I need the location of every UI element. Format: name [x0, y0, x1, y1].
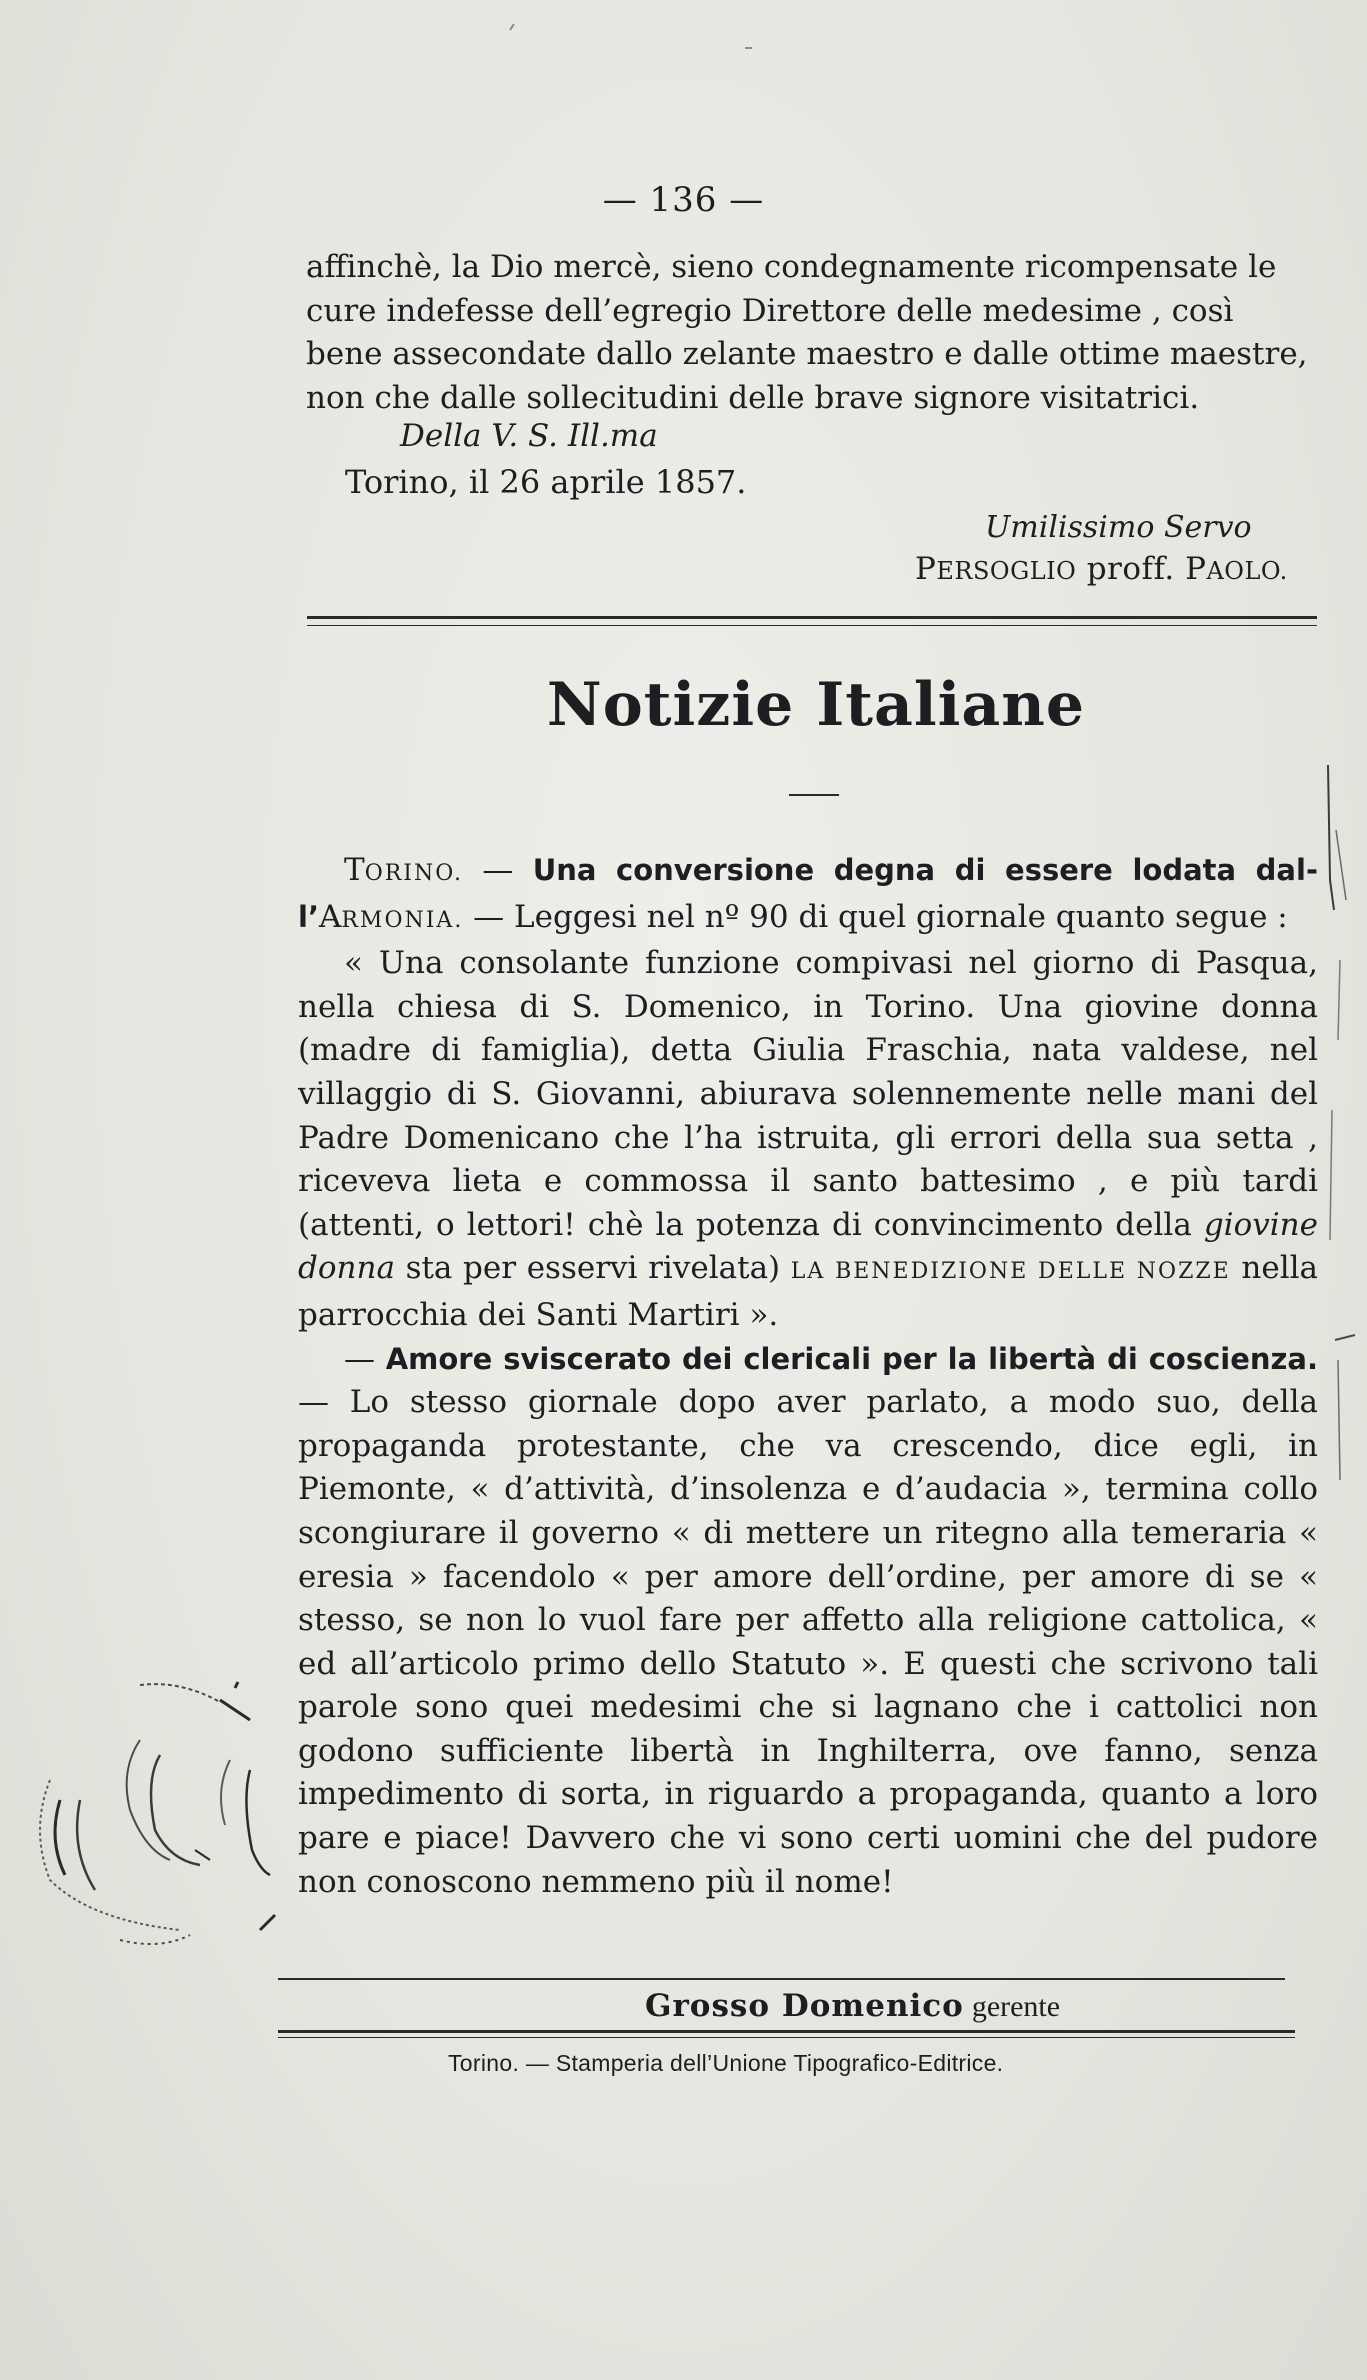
- section-divider: [307, 616, 1317, 626]
- section-title: Notizie Italiane: [546, 670, 1086, 740]
- footer-double-rule: [278, 2030, 1295, 2038]
- news-quote-text2: sta per esservi rivelata): [394, 1250, 791, 1287]
- letter-line: affinchè, la Dio mercè, sieno condegnamente ricompensate le: [306, 249, 1277, 285]
- news-quote-text3: nella parrocchia dei Santi Martiri ».: [298, 1250, 1319, 1333]
- title-underline: [789, 794, 839, 796]
- letter-closing: Umilissimo Servo: [985, 510, 1252, 545]
- page-number: — 136 —: [602, 180, 765, 220]
- news-quote-text: « Una consolante funzione compivasi nel giorno di Pasqua, nella chiesa di S. Domenico, in Torino. Una giovine donna (madre di famiglia), detta Giulia Fraschia, nata valdese, nel villaggio di S. Giovanni, abiurava solennemente nelle mani del Padre Domenicano che l’ha istruita, gli errori della sua setta , riceveva lieta e commossa il santo battesimo , e più tardi (attenti, o lettori! chè la potenza di convincimento della: [298, 945, 1318, 1243]
- news-text: — Lo stesso giornale dopo aver parlato, a modo suo, della propaganda protestante, che va crescendo, dice egli, in Piemonte, « d’attività, d’insolenza e d’audacia », termina collo scongiurare il governo « di mettere un ritegno alla temeraria « eresia » facendolo « per amore dell’ordine, per amore di se « stesso, se non lo vuol fare per affetto alla religione cattolica, « ed all’articolo primo dello Statuto ». E questi che scrivono tali parole sono quei medesimi che si lagnano che i cattolici non godono sufficiente libertà in Inghilterra, ove fanno, senza impedimento di sorta, in riguardo a propaganda, quanto a loro pare e piace! Davvero che vi sono certi uomini che del pudore non conoscono nemmeno più il nome!: [298, 1384, 1318, 1900]
- signature-name-rest: AOLO.: [1206, 557, 1288, 585]
- footer-rule: [278, 1978, 1285, 1980]
- gerente-name: Grosso Domenico: [645, 1988, 964, 2024]
- signature-name-initial: P: [1185, 551, 1207, 587]
- news-dash: —: [462, 852, 533, 888]
- letter-line: non che dalle sollecitudini delle brave signore visitatrici.: [306, 379, 1200, 416]
- news-heading-cont: l’: [298, 899, 319, 934]
- news-heading: Una conversione degna di essere lodata dal-: [532, 853, 1318, 887]
- letter-line: bene assecondate dallo zelante maestro e dalle ottime maestre,: [306, 336, 1308, 373]
- news-quote: [298, 942, 1318, 1337]
- gerente-role: gerente: [971, 1990, 1061, 2023]
- news-place-initial: T: [344, 852, 365, 888]
- signature-title: proff.: [1076, 551, 1186, 587]
- news-heading: Amore sviscerato dei clericali per la libertà di coscienza.: [385, 1341, 1318, 1376]
- library-stamp: [20, 1660, 280, 1960]
- news-place-rest: ORINO.: [364, 861, 463, 886]
- letter-body: [306, 246, 1336, 420]
- news-dash: —: [344, 1340, 386, 1377]
- paper-mark: [500, 10, 800, 70]
- news-item-torino: [298, 849, 1318, 942]
- signature-surname-initial: P: [915, 551, 937, 587]
- printer-imprint: Torino. — Stamperia dell’Unione Tipografico-Editrice.: [448, 2050, 1004, 2076]
- news-column: [298, 849, 1318, 1904]
- letter-dateline: Torino, il 26 aprile 1857.: [345, 463, 747, 501]
- letter-signature: [915, 551, 1288, 587]
- signature-surname-rest: ERSOGLIO: [936, 557, 1077, 585]
- news-text: — Leggesi nel nº 90 di quel giornale quanto segue :: [463, 898, 1288, 935]
- news-item-clericali: [298, 1338, 1318, 1905]
- gerente-line: [645, 1988, 1060, 2024]
- news-quote-italic: giovine donna: [298, 1206, 1318, 1287]
- news-source-initial: A: [318, 898, 342, 935]
- margin-pencil-marks: [1300, 760, 1360, 1560]
- letter-line: cure indefesse dell’egregio Direttore delle medesime , così: [306, 292, 1234, 329]
- news-source-rest: RMONIA.: [341, 907, 464, 933]
- news-quote-caps: LA BENEDIZIONE DELLE NOZZE: [790, 1259, 1231, 1285]
- letter-salutation: Della V. S. Ill.ma: [400, 418, 658, 454]
